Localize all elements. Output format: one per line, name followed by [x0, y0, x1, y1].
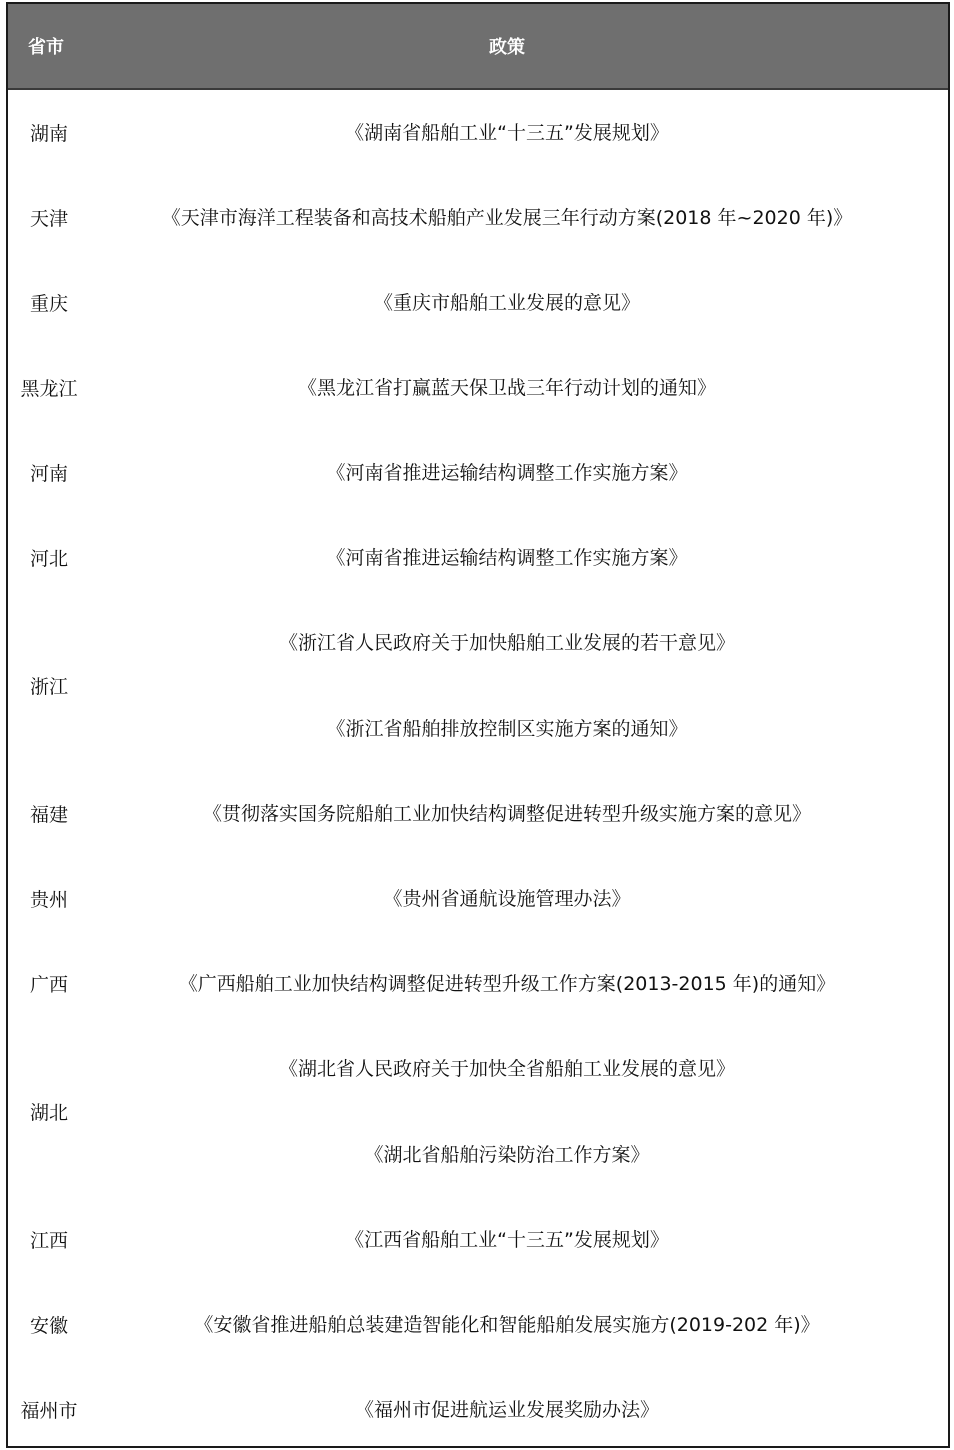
table-row: [8, 1026, 948, 1197]
policy-text: 《黑龙江省打赢蓝天保卫战三年行动计划的通知》: [297, 376, 716, 399]
policy-table: [6, 2, 950, 1448]
policy-cell: [90, 1057, 948, 1167]
policy-cell: [90, 1228, 948, 1252]
table-header: [8, 4, 948, 90]
policy-text: 《贵州省通航设施管理办法》: [383, 887, 631, 910]
policy-text: 《广西船舶工业加快结构调整促进转型升级工作方案(2013-2015 年)的通知》: [178, 972, 836, 995]
province-cell: 福建: [29, 804, 68, 826]
province-cell: 黑龙江: [20, 378, 78, 400]
table-row: [8, 1282, 948, 1367]
policy-text: 《江西省船舶工业“十三五”发展规划》: [345, 1228, 669, 1251]
table-row: [8, 430, 948, 515]
policy-cell: [90, 887, 948, 911]
policy-cell: [90, 1398, 948, 1422]
policy-text: 《贯彻落实国务院船舶工业加快结构调整促进转型升级实施方案的意见》: [202, 802, 811, 825]
province-cell: 重庆: [29, 293, 68, 315]
table-row: [8, 941, 948, 1026]
policy-cell: [90, 461, 948, 485]
header-policy: 政策: [489, 37, 525, 58]
province-cell: 江西: [29, 1230, 68, 1252]
policy-text: 《河南省推进运输结构调整工作实施方案》: [326, 461, 688, 484]
policy-cell: [90, 631, 948, 741]
policy-text: 《湖南省船舶工业“十三五”发展规划》: [345, 121, 669, 144]
province-cell: 湖北: [29, 1102, 68, 1124]
policy-cell: [90, 802, 948, 826]
table-row: [8, 515, 948, 600]
province-cell: 福州市: [20, 1400, 78, 1422]
policy-cell: [90, 376, 948, 400]
table-row: [8, 600, 948, 771]
policy-cell: [90, 291, 948, 315]
policy-text: 《浙江省人民政府关于加快船舶工业发展的若干意见》: [278, 631, 735, 654]
table-row: [8, 771, 948, 856]
policy-text: 《浙江省船舶排放控制区实施方案的通知》: [326, 717, 688, 740]
policy-text: 《重庆市船舶工业发展的意见》: [373, 291, 640, 314]
province-cell: 广西: [29, 974, 68, 996]
province-cell: 安徽: [29, 1315, 68, 1337]
table-row: [8, 1197, 948, 1282]
policy-text: 《天津市海洋工程装备和高技术船舶产业发展三年行动方案(2018 年~2020 年)》: [161, 206, 853, 229]
policy-text: 《河南省推进运输结构调整工作实施方案》: [326, 546, 688, 569]
province-cell: 浙江: [29, 676, 68, 698]
table-row: [8, 175, 948, 260]
policy-cell: [90, 121, 948, 145]
policy-cell: [90, 972, 948, 996]
policy-cell: [90, 1313, 948, 1337]
policy-text: 《安徽省推进船舶总装建造智能化和智能船舶发展实施方(2019-202 年)》: [194, 1313, 820, 1336]
policy-cell: [90, 546, 948, 570]
table-row: [8, 856, 948, 941]
province-cell: 天津: [29, 208, 68, 230]
table-row: [8, 1367, 948, 1448]
policy-cell: [90, 206, 948, 230]
policy-text: 《湖北省人民政府关于加快全省船舶工业发展的意见》: [278, 1057, 735, 1080]
table-row: [8, 260, 948, 345]
province-cell: 湖南: [29, 123, 68, 145]
table-row: [8, 90, 948, 175]
province-cell: 贵州: [29, 889, 68, 911]
table-body: [8, 90, 948, 1448]
province-cell: 河北: [29, 548, 68, 570]
header-province: 省市: [28, 37, 64, 58]
policy-text: 《福州市促进航运业发展奖励办法》: [354, 1398, 659, 1421]
table-row: [8, 345, 948, 430]
policy-text: 《湖北省船舶污染防治工作方案》: [364, 1143, 650, 1166]
province-cell: 河南: [29, 463, 68, 485]
